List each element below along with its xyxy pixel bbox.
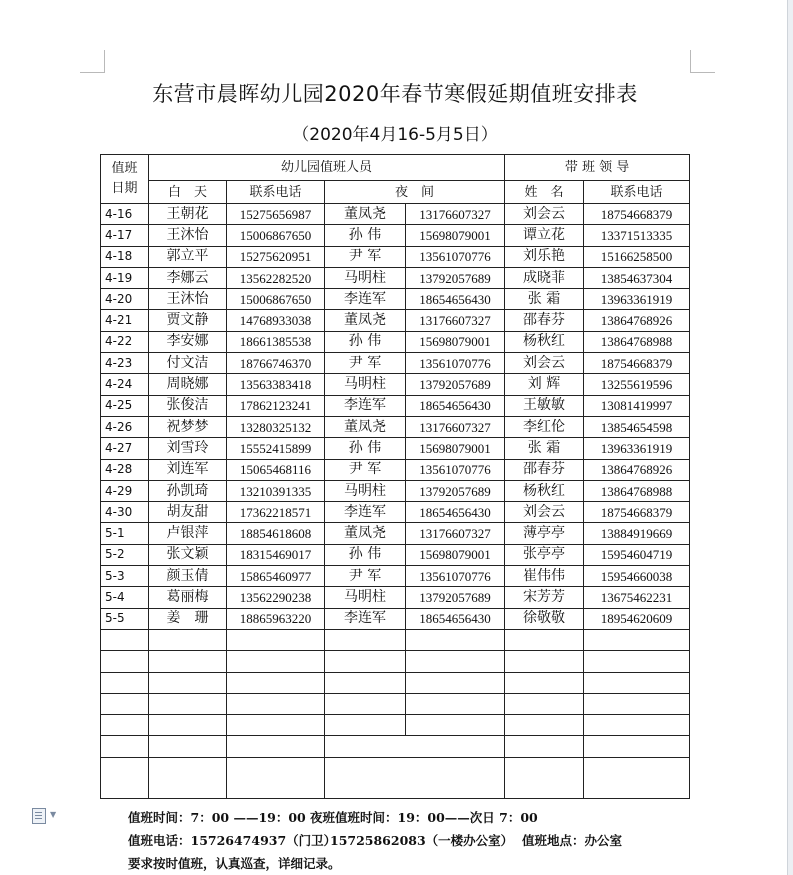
header-night: 夜 间	[325, 181, 505, 204]
day-staff-name: 周晓娜	[149, 374, 227, 395]
day-staff-phone: 18854618608	[227, 523, 325, 544]
night-staff-phone: 18654656430	[406, 289, 505, 310]
empty-cell	[584, 693, 690, 714]
night-staff-phone: 13792057689	[406, 374, 505, 395]
empty-cell	[584, 757, 690, 798]
empty-cell	[149, 757, 227, 798]
day-staff-name: 王朝花	[149, 204, 227, 225]
empty-row	[101, 757, 690, 798]
night-staff-name: 董凤尧	[325, 523, 406, 544]
leader-name: 刘乐艳	[505, 246, 584, 267]
empty-cell	[505, 693, 584, 714]
night-staff-name: 孙 伟	[325, 331, 406, 352]
day-staff-name: 郭立平	[149, 246, 227, 267]
table-row	[101, 289, 690, 310]
leader-phone: 13854637304	[584, 267, 690, 288]
night-staff-phone: 13561070776	[406, 459, 505, 480]
leader-phone: 18954620609	[584, 608, 690, 629]
empty-cell	[406, 693, 505, 714]
header-date	[101, 155, 149, 204]
empty-cell	[101, 629, 149, 650]
night-staff-phone: 13561070776	[406, 566, 505, 587]
table-row	[101, 416, 690, 437]
night-staff-name: 董凤尧	[325, 310, 406, 331]
empty-cell	[325, 672, 406, 693]
table-row	[101, 480, 690, 501]
night-staff-name: 马明柱	[325, 480, 406, 501]
duty-roster-table	[100, 154, 690, 799]
empty-cell	[149, 715, 227, 736]
row-date: 4-27	[101, 438, 149, 459]
header-day-phone: 联系电话	[227, 181, 325, 204]
row-date: 4-28	[101, 459, 149, 480]
empty-cell	[227, 672, 325, 693]
leader-phone: 13371513335	[584, 225, 690, 246]
day-staff-phone: 15552415899	[227, 438, 325, 459]
window-edge	[787, 0, 793, 875]
day-staff-phone: 15865460977	[227, 566, 325, 587]
night-staff-name: 李连军	[325, 608, 406, 629]
table-row	[101, 246, 690, 267]
empty-row	[101, 715, 690, 736]
leader-phone: 18754668379	[584, 502, 690, 523]
night-staff-phone: 13561070776	[406, 246, 505, 267]
empty-cell	[584, 672, 690, 693]
empty-cell	[101, 651, 149, 672]
day-staff-name: 颜玉倩	[149, 566, 227, 587]
empty-cell	[149, 651, 227, 672]
table-row	[101, 374, 690, 395]
night-staff-phone: 15698079001	[406, 225, 505, 246]
leader-name: 崔伟伟	[505, 566, 584, 587]
empty-cell	[149, 693, 227, 714]
day-staff-name: 张俊洁	[149, 395, 227, 416]
night-staff-name: 马明柱	[325, 267, 406, 288]
notes-line-2	[128, 829, 622, 852]
empty-row	[101, 629, 690, 650]
document-subtitle: （2020年4月16-5月5日）	[292, 125, 498, 145]
leader-name: 刘 辉	[505, 374, 584, 395]
empty-cell	[406, 715, 505, 736]
night-staff-name: 孙 伟	[325, 544, 406, 565]
header-leader-name: 姓 名	[505, 181, 584, 204]
row-date: 4-29	[101, 480, 149, 501]
night-staff-name: 马明柱	[325, 587, 406, 608]
empty-cell	[101, 736, 149, 757]
empty-cell	[227, 715, 325, 736]
table-row	[101, 353, 690, 374]
night-staff-phone: 13176607327	[406, 416, 505, 437]
night-staff-phone: 15698079001	[406, 544, 505, 565]
day-staff-name: 胡友甜	[149, 502, 227, 523]
leader-phone: 13884919669	[584, 523, 690, 544]
empty-cell	[227, 757, 325, 798]
leader-phone: 13675462231	[584, 587, 690, 608]
row-date: 4-23	[101, 353, 149, 374]
day-staff-name: 葛丽梅	[149, 587, 227, 608]
empty-cell	[325, 757, 505, 798]
night-staff-name: 尹 军	[325, 353, 406, 374]
notes-line-3: 要求按时值班，认真巡查，详细记录。	[128, 856, 341, 871]
leader-name: 刘会云	[505, 204, 584, 225]
empty-cell	[406, 651, 505, 672]
leader-name: 王敏敏	[505, 395, 584, 416]
night-staff-phone: 13176607327	[406, 523, 505, 544]
day-staff-phone: 13562282520	[227, 267, 325, 288]
leader-phone: 18754668379	[584, 204, 690, 225]
duty-notes	[128, 806, 622, 875]
table-header-row	[101, 155, 690, 181]
night-staff-name: 李连军	[325, 502, 406, 523]
header-staff-group: 幼儿园值班人员	[149, 155, 505, 181]
leader-phone: 18754668379	[584, 353, 690, 374]
night-staff-name: 孙 伟	[325, 438, 406, 459]
day-staff-phone: 15006867650	[227, 289, 325, 310]
row-date: 4-21	[101, 310, 149, 331]
chevron-down-icon[interactable]: ▼	[50, 810, 57, 819]
day-staff-phone: 17862123241	[227, 395, 325, 416]
table-row	[101, 523, 690, 544]
leader-name: 徐敬敬	[505, 608, 584, 629]
empty-cell	[584, 736, 690, 757]
document-title: 东营市晨晖幼儿园2020年春节寒假延期值班安排表	[152, 82, 638, 106]
leader-phone: 13255619596	[584, 374, 690, 395]
leader-name: 薄亭亭	[505, 523, 584, 544]
night-staff-name: 尹 军	[325, 459, 406, 480]
empty-cell	[505, 651, 584, 672]
leader-name: 张 霜	[505, 289, 584, 310]
leader-name: 刘会云	[505, 502, 584, 523]
leader-name: 成晓菲	[505, 267, 584, 288]
document-icon[interactable]	[32, 808, 46, 824]
empty-cell	[149, 672, 227, 693]
table-row	[101, 459, 690, 480]
empty-cell	[406, 672, 505, 693]
leader-name: 邵春芬	[505, 459, 584, 480]
night-staff-name: 马明柱	[325, 374, 406, 395]
table-row	[101, 331, 690, 352]
empty-cell	[101, 672, 149, 693]
notes-line-1	[128, 806, 622, 829]
day-staff-name: 贾文静	[149, 310, 227, 331]
day-shift-time: 值班时间：7：00 ——19：00	[128, 810, 306, 825]
row-date: 4-25	[101, 395, 149, 416]
night-staff-phone: 13792057689	[406, 267, 505, 288]
empty-cell	[227, 651, 325, 672]
empty-row	[101, 651, 690, 672]
margin-corner-mark	[80, 50, 105, 73]
night-staff-name: 尹 军	[325, 246, 406, 267]
leader-name: 张 霜	[505, 438, 584, 459]
row-date: 4-22	[101, 331, 149, 352]
day-staff-phone: 18661385538	[227, 331, 325, 352]
table-row	[101, 267, 690, 288]
empty-cell	[325, 736, 505, 757]
night-staff-phone: 13792057689	[406, 480, 505, 501]
leader-phone: 13864768988	[584, 480, 690, 501]
empty-cell	[227, 736, 325, 757]
day-staff-name: 张文颖	[149, 544, 227, 565]
empty-cell	[406, 629, 505, 650]
header-leader-group: 带 班 领 导	[505, 155, 690, 181]
night-staff-name: 李连军	[325, 395, 406, 416]
night-staff-phone: 18654656430	[406, 395, 505, 416]
day-staff-name: 王沐怡	[149, 289, 227, 310]
day-staff-phone: 18766746370	[227, 353, 325, 374]
night-staff-name: 董凤尧	[325, 204, 406, 225]
leader-name: 宋芳芳	[505, 587, 584, 608]
day-staff-phone: 13210391335	[227, 480, 325, 501]
night-staff-phone: 13176607327	[406, 310, 505, 331]
empty-cell	[101, 757, 149, 798]
leader-phone: 13864768926	[584, 310, 690, 331]
day-staff-name: 刘连军	[149, 459, 227, 480]
leader-phone: 13963361919	[584, 438, 690, 459]
empty-cell	[505, 629, 584, 650]
table-row	[101, 395, 690, 416]
row-date: 5-3	[101, 566, 149, 587]
empty-row	[101, 736, 690, 757]
empty-cell	[505, 672, 584, 693]
leader-phone: 13864768926	[584, 459, 690, 480]
leader-name: 李红伦	[505, 416, 584, 437]
empty-cell	[584, 629, 690, 650]
row-date: 4-17	[101, 225, 149, 246]
empty-cell	[505, 736, 584, 757]
leader-name: 谭立花	[505, 225, 584, 246]
night-staff-phone: 13792057689	[406, 587, 505, 608]
table-row	[101, 566, 690, 587]
day-staff-name: 卢银萍	[149, 523, 227, 544]
row-date: 5-1	[101, 523, 149, 544]
table-row	[101, 608, 690, 629]
night-staff-phone: 13561070776	[406, 353, 505, 374]
row-date: 4-16	[101, 204, 149, 225]
leader-phone: 13854654598	[584, 416, 690, 437]
header-day: 白 天	[149, 181, 227, 204]
day-staff-name: 李安娜	[149, 331, 227, 352]
day-staff-phone: 18865963220	[227, 608, 325, 629]
table-row	[101, 310, 690, 331]
duty-location: 值班地点：办公室	[522, 833, 623, 848]
night-staff-phone: 18654656430	[406, 608, 505, 629]
leader-phone: 13963361919	[584, 289, 690, 310]
leader-name: 杨秋红	[505, 480, 584, 501]
day-staff-phone: 17362218571	[227, 502, 325, 523]
empty-cell	[149, 629, 227, 650]
empty-cell	[325, 629, 406, 650]
empty-cell	[325, 715, 406, 736]
day-staff-phone: 15065468116	[227, 459, 325, 480]
empty-cell	[505, 757, 584, 798]
empty-cell	[505, 715, 584, 736]
margin-corner-mark	[690, 50, 715, 73]
row-date: 4-20	[101, 289, 149, 310]
day-staff-phone: 13562290238	[227, 587, 325, 608]
leader-phone: 15166258500	[584, 246, 690, 267]
table-row	[101, 587, 690, 608]
leader-phone: 15954604719	[584, 544, 690, 565]
table-row	[101, 204, 690, 225]
leader-name: 邵春芬	[505, 310, 584, 331]
duty-phone-office: 15725862083（一楼办公室）	[330, 833, 514, 848]
table-row	[101, 438, 690, 459]
day-staff-phone: 15006867650	[227, 225, 325, 246]
day-staff-name: 孙凯琦	[149, 480, 227, 501]
night-shift-time: 夜班值班时间：19：00——次日 7：00	[310, 810, 538, 825]
day-staff-name: 刘雪玲	[149, 438, 227, 459]
day-staff-phone: 18315469017	[227, 544, 325, 565]
empty-cell	[101, 715, 149, 736]
row-date: 4-19	[101, 267, 149, 288]
night-staff-name: 李连军	[325, 289, 406, 310]
empty-cell	[227, 629, 325, 650]
row-date: 4-18	[101, 246, 149, 267]
header-date-label: 值班日期	[111, 161, 138, 196]
header-leader-phone: 联系电话	[584, 181, 690, 204]
day-staff-name: 李娜云	[149, 267, 227, 288]
night-staff-phone: 13176607327	[406, 204, 505, 225]
day-staff-phone: 13563383418	[227, 374, 325, 395]
leader-phone: 13081419997	[584, 395, 690, 416]
day-staff-phone: 13280325132	[227, 416, 325, 437]
row-date: 5-4	[101, 587, 149, 608]
empty-cell	[227, 693, 325, 714]
empty-cell	[149, 736, 227, 757]
night-staff-phone: 15698079001	[406, 331, 505, 352]
night-staff-phone: 15698079001	[406, 438, 505, 459]
row-date: 5-2	[101, 544, 149, 565]
row-date: 4-24	[101, 374, 149, 395]
night-staff-name: 董凤尧	[325, 416, 406, 437]
table-subheader-row	[101, 181, 690, 204]
day-staff-name: 姜 珊	[149, 608, 227, 629]
row-date: 4-30	[101, 502, 149, 523]
empty-row	[101, 672, 690, 693]
day-staff-phone: 15275620951	[227, 246, 325, 267]
leader-name: 刘会云	[505, 353, 584, 374]
day-staff-name: 王沐怡	[149, 225, 227, 246]
leader-phone: 13864768988	[584, 331, 690, 352]
empty-cell	[584, 651, 690, 672]
day-staff-phone: 14768933038	[227, 310, 325, 331]
table-row	[101, 502, 690, 523]
row-date: 4-26	[101, 416, 149, 437]
empty-cell	[101, 693, 149, 714]
table-row	[101, 544, 690, 565]
night-staff-phone: 18654656430	[406, 502, 505, 523]
table-row	[101, 225, 690, 246]
empty-row	[101, 693, 690, 714]
leader-name: 张亭亭	[505, 544, 584, 565]
empty-cell	[325, 651, 406, 672]
duty-phone-gate: 值班电话：15726474937（门卫）	[128, 833, 337, 848]
empty-cell	[584, 715, 690, 736]
empty-cell	[325, 693, 406, 714]
night-staff-name: 尹 军	[325, 566, 406, 587]
day-staff-name: 祝梦梦	[149, 416, 227, 437]
night-staff-name: 孙 伟	[325, 225, 406, 246]
day-staff-phone: 15275656987	[227, 204, 325, 225]
leader-name: 杨秋红	[505, 331, 584, 352]
leader-phone: 15954660038	[584, 566, 690, 587]
row-date: 5-5	[101, 608, 149, 629]
day-staff-name: 付文洁	[149, 353, 227, 374]
